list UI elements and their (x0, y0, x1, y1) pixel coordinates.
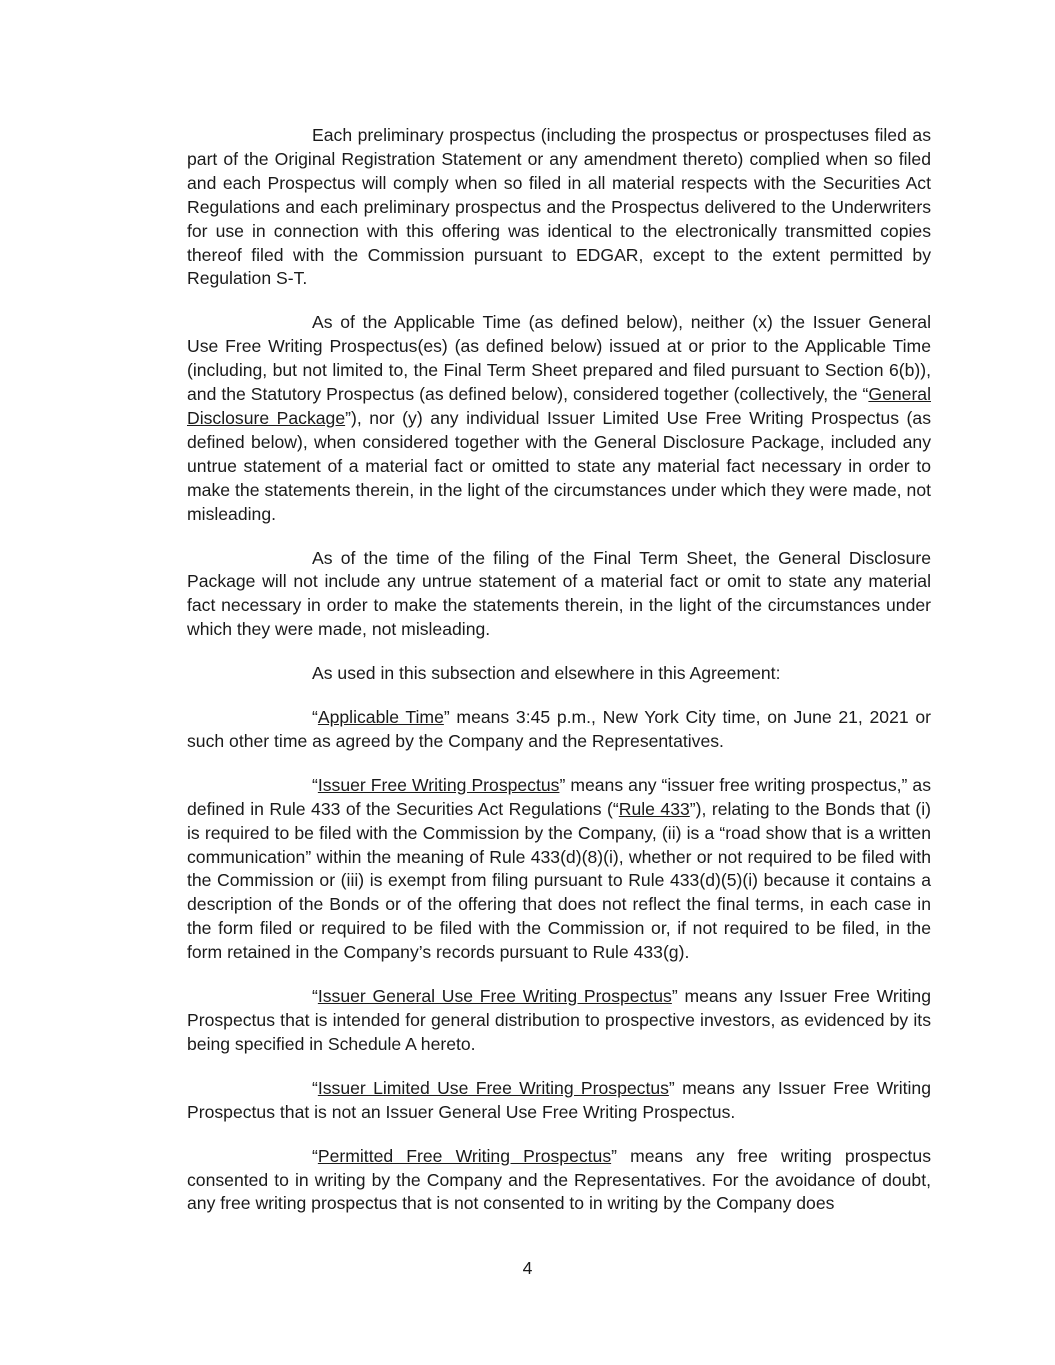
paragraph-text: As of the Applicable Time (as defined below), neither (x) the Issuer General Use Free Writing Prospectus(es) (as defined below) issued at or prior to the Applicable Time (including, but not limited to, the Final Term Sheet prepared and filed pursuant to Section 6(b)), and the Statutory Prospectus (as defined below), considered together (collectively, the “ (187, 312, 931, 405)
paragraph-final-term-sheet: As of the time of the filing of the Final Term Sheet, the General Disclosure Package will not include any untrue statement of a material fact or omit to state any material fact necessary in order to make the statements therein, in the light of the circumstances under which they were made, not misleading. (187, 547, 931, 640)
definition-issuer-general-use-fwp (187, 985, 931, 1057)
page-number: 4 (522, 1258, 533, 1278)
paragraph-text: ”), relating to the Bonds that (i) is required to be filed with the Commission by the Company, (ii) is a “road show that is a written communication” within the meaning of Rule 433(d)(8)(i), whether or not required to be filed with the Commission or (iii) is exempt from filing pursuant to Rule 433(d)(5)(i) because it contains a description of the Bonds or of the offering that does not reflect the final terms, in each case in the form filed or required to be filed with the Commission or, if not required to be filed, in the form retained in the Company’s records pursuant to Rule 433(g). (187, 798, 931, 963)
paragraph-text: “ (312, 707, 318, 728)
paragraph-preliminary-prospectus: Each preliminary prospectus (including the prospectus or prospectuses filed as part of the Original Registration Statement or any amendment thereto) complied when so filed and each Prospectus will comply when so filed in all material respects with the Securities Act Regulations and each preliminary prospectus and the Prospectus delivered to the Underwriters for use in connection with this offering was identical to the electronically transmitted copies thereof filed with the Commission pursuant to EDGAR, except to the extent permitted by Regulation S-T. (187, 125, 931, 289)
paragraph-text: ” means any Issuer Free Writing Prospectus that is intended for general distribution to prospective investors, as evidenced by its being specified in Schedule A hereto. (187, 986, 931, 1054)
definition-issuer-limited-use-fwp (187, 1077, 931, 1125)
paragraph-as-used: As used in this subsection and elsewhere in this Agreement: (312, 663, 781, 684)
defined-term-issuer-general-use-fwp: Issuer General Use Free Writing Prospectus (317, 986, 672, 1007)
definition-issuer-free-writing-prospectus (187, 774, 931, 965)
paragraph-text: ” means 3:45 p.m., New York City time, on June 21, 2021 or such other time as agreed by the Company and the Representatives. (187, 707, 931, 751)
paragraph-text: ” means any free writing prospectus consented to in writing by the Company and the Representatives. For the avoidance of doubt, any free writing prospectus that is not consented to in writing by the Company does (187, 1145, 931, 1214)
defined-term-applicable-time: Applicable Time (317, 707, 444, 728)
paragraph-text: ”), nor (y) any individual Issuer Limited Use Free Writing Prospectus (as defined below), when considered together with the General Disclosure Package, included any untrue statement of a material fact or omitted to state any material fact necessary in order to make the statements therein, in the light of the circumstances under which they were made, not misleading. (187, 407, 931, 524)
defined-term-rule-433: Rule 433 (618, 798, 690, 819)
paragraph-text: “ (312, 986, 318, 1007)
paragraph-text: “ (312, 1077, 318, 1098)
defined-term-permitted-fwp: Permitted Free Writing Prospectus (317, 1145, 612, 1166)
paragraph-text: “ (312, 1145, 318, 1166)
defined-term-issuer-free-writing-prospectus: Issuer Free Writing Prospectus (317, 774, 560, 795)
paragraph-text: ” means any “issuer free writing prospectus,” as defined in Rule 433 of the Securities Act Regulations (“ (187, 774, 931, 819)
defined-term-general-disclosure-package: General Disclosure Package (187, 384, 931, 428)
definition-permitted-fwp (187, 1145, 931, 1217)
defined-term-issuer-limited-use-fwp: Issuer Limited Use Free Writing Prospectus (317, 1077, 669, 1098)
document-page (187, 124, 931, 1236)
paragraph-text: “ (312, 774, 318, 795)
paragraph-applicable-time-disclosure (187, 311, 931, 526)
paragraph-text: ” means any Issuer Free Writing Prospectus that is not an Issuer General Use Free Writing Prospectus. (187, 1077, 931, 1122)
definition-applicable-time (187, 706, 931, 754)
